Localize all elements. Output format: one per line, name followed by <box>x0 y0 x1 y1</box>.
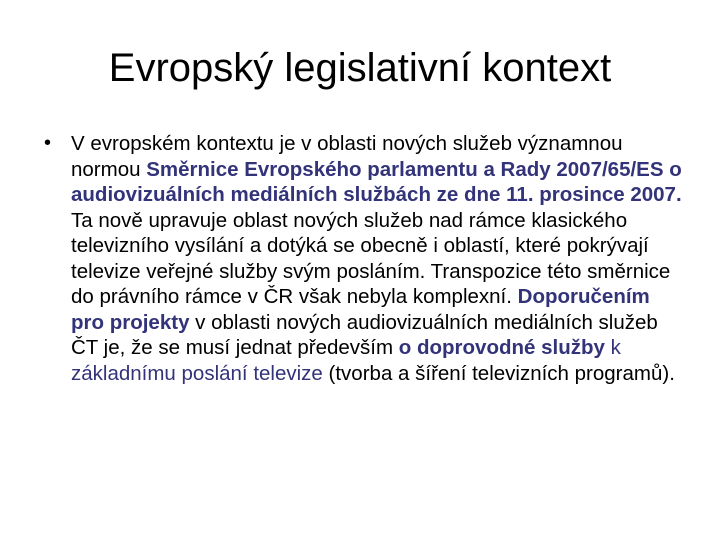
recommendation-highlight: Doporučením pro projekty <box>71 285 650 334</box>
text-run-intro: V evropském kontextu je v oblasti nových služeb významnou normou <box>71 132 623 181</box>
complementary-services-highlight: o doprovodné služby <box>398 336 605 359</box>
text-run-closing: (tvorba a šíření televizních programů). <box>322 361 675 385</box>
directive-reference: Směrnice Evropského parlamentu a Rady 2007/65/ES o audiovizuálních mediálních službách ze dne 11. prosince 2007. <box>71 157 682 206</box>
bullet-item <box>44 131 684 386</box>
text-run-recommendation: v oblasti nových audiovizuálních mediálních služeb ČT je, že se musí jednat především <box>71 310 658 359</box>
bullet-list <box>44 131 684 386</box>
mission-highlight: k základnímu poslání televize <box>71 336 621 385</box>
slide-title: Evropský legislativní kontext <box>108 46 612 90</box>
bullet-icon: • <box>44 132 52 154</box>
text-run-body: Ta nově upravuje oblast nových služeb nad rámce klasického televizního vysílání a dotýká se obecně i oblastí, které pokrývají televize veřejné služby svým posláním. Transpozice této směrnice do právního rámce v ČR však nebyla komplexní. <box>71 208 671 308</box>
